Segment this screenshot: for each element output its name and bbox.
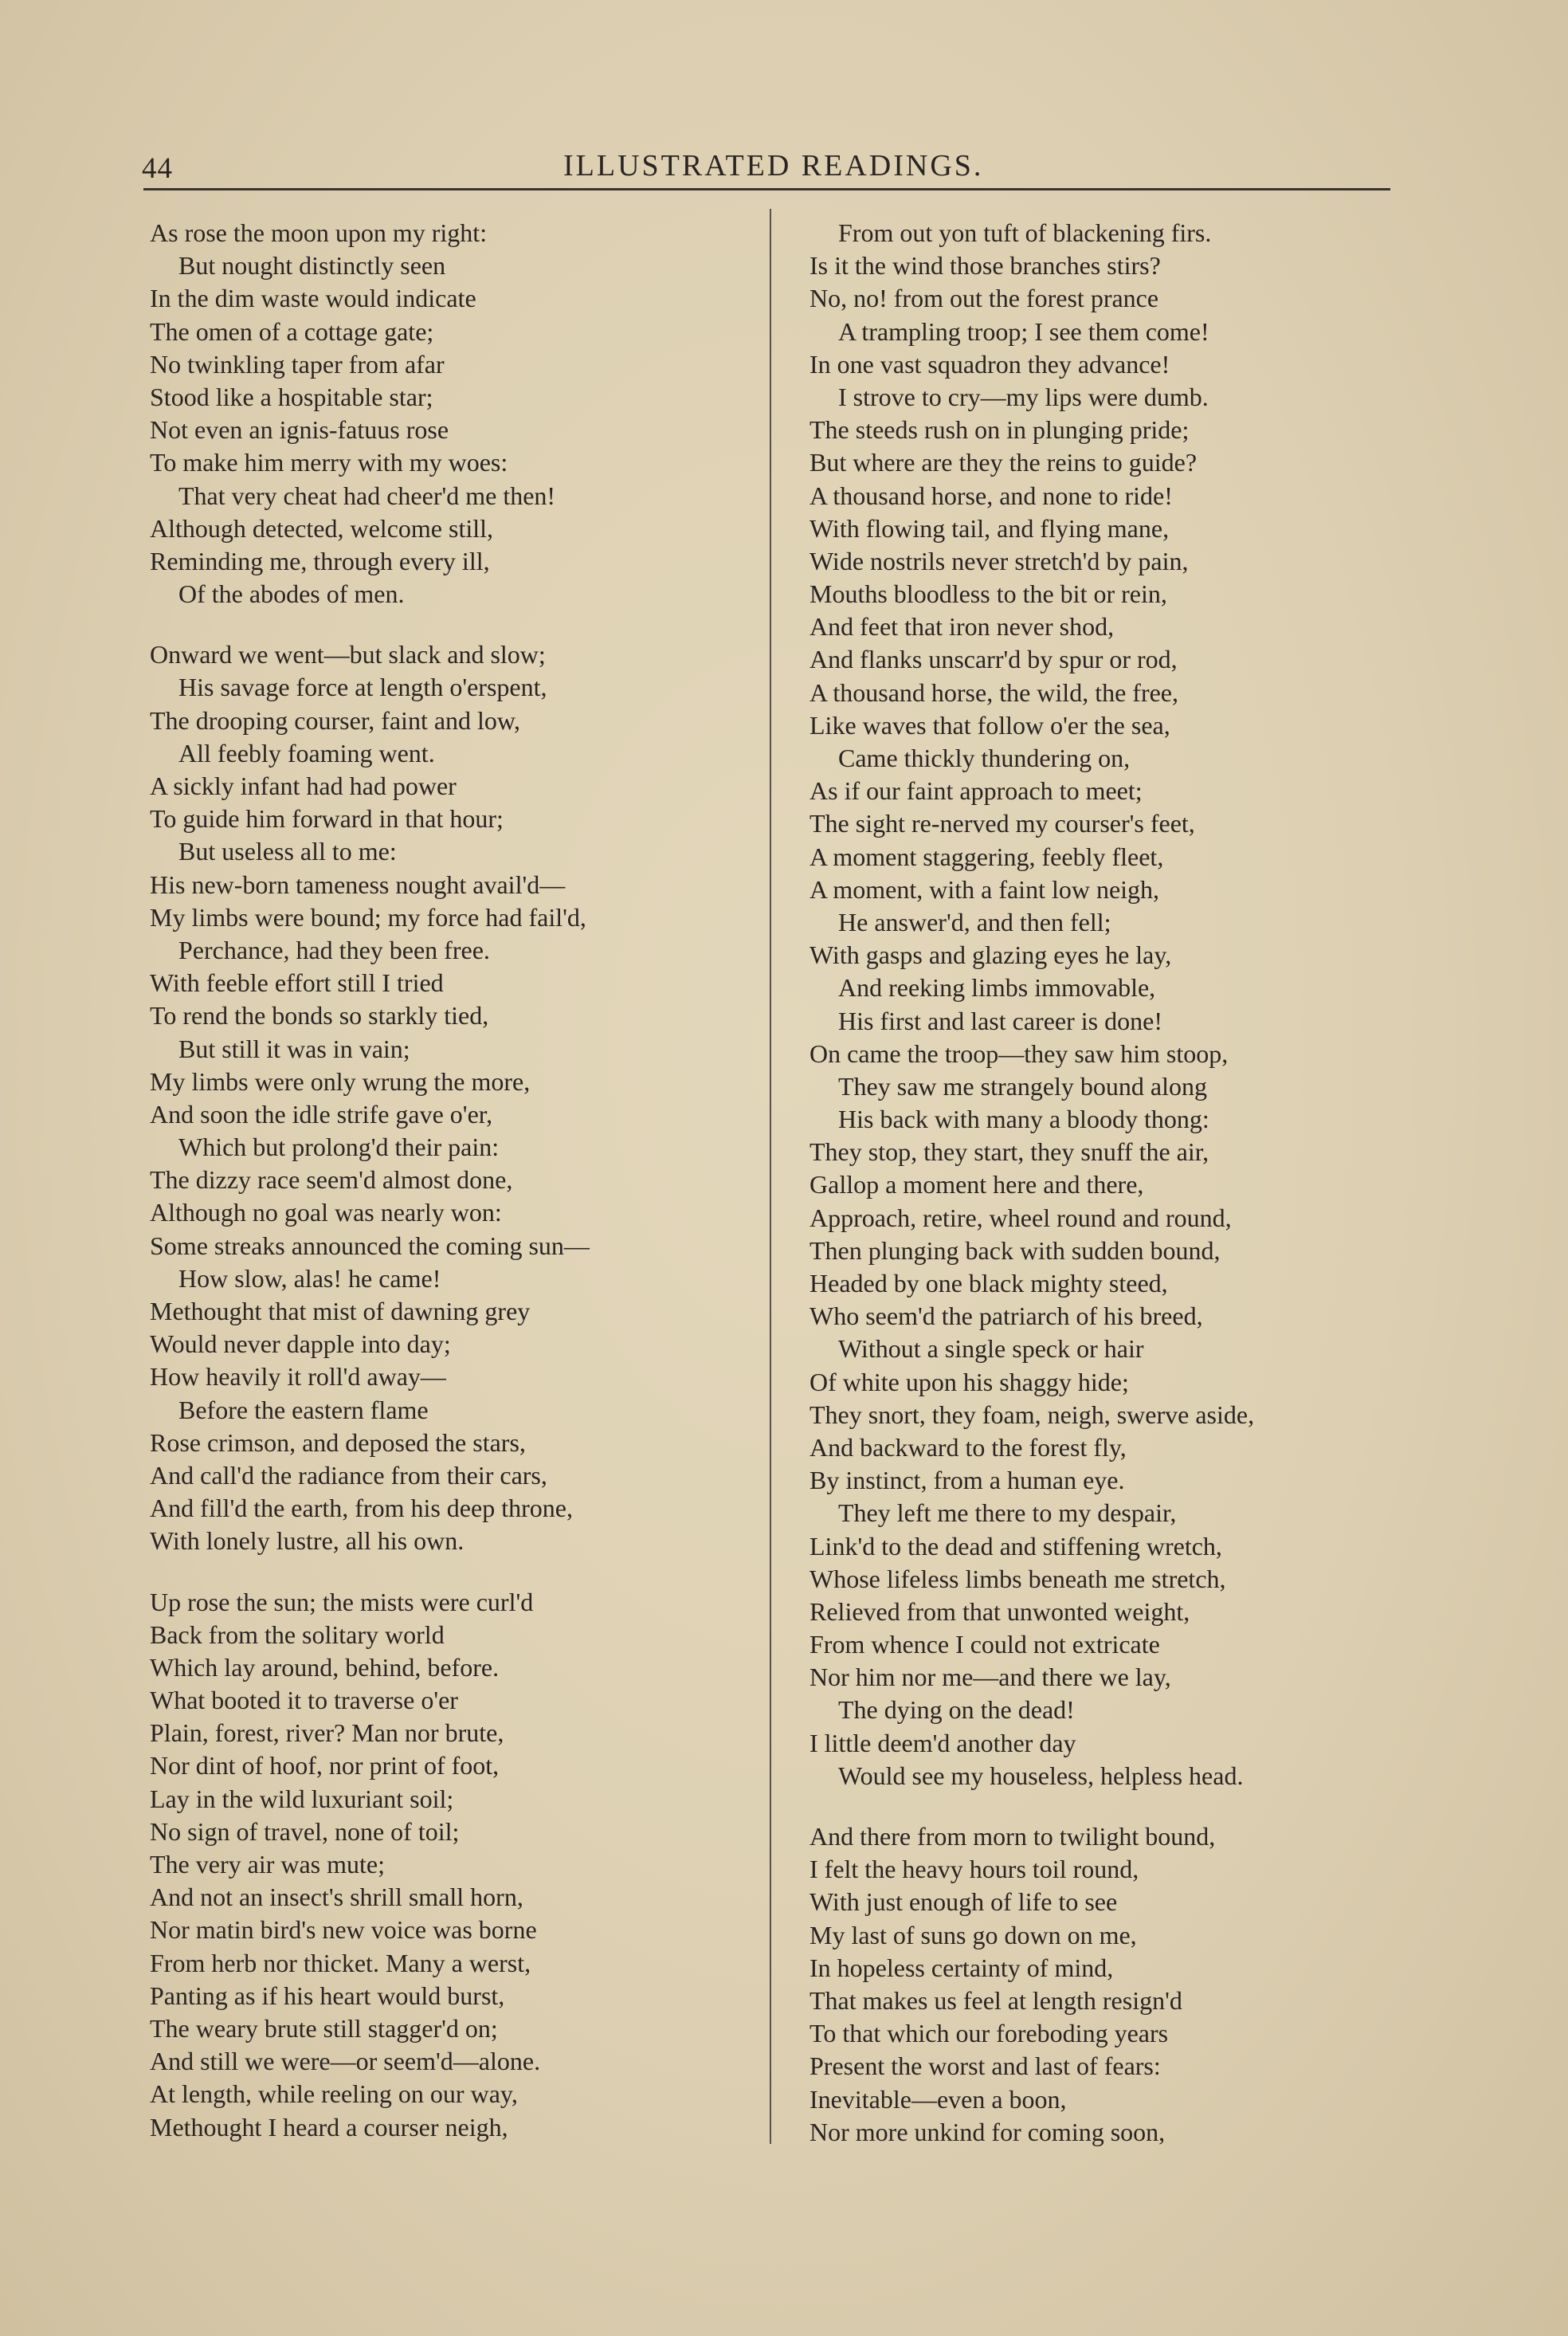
verse-line: Present the worst and last of fears: <box>809 2051 1161 2081</box>
verse-line: And there from morn to twilight bound, <box>809 1822 1216 1851</box>
verse-line: They snort, they foam, neigh, swerve aside, <box>809 1400 1255 1429</box>
verse-line: To that which our foreboding years <box>809 2019 1169 2048</box>
verse-line: My last of suns go down on me, <box>809 1920 1137 1949</box>
verse-line: Up rose the sun; the mists were curl'd <box>150 1587 534 1616</box>
verse-line: Nor dint of hoof, nor print of foot, <box>150 1751 500 1780</box>
verse-line: That makes us feel at length resign'd <box>809 1985 1182 2015</box>
verse-line: In the dim waste would indicate <box>150 284 476 313</box>
verse-line: Rose crimson, and deposed the stars, <box>150 1427 526 1457</box>
verse-line: And not an insect's shrill small horn, <box>150 1883 523 1912</box>
verse-line: Panting as if his heart would burst, <box>150 1981 505 2010</box>
verse-line: And flanks unscarr'd by spur or rod, <box>809 645 1178 674</box>
verse-line: Would never dapple into day; <box>150 1329 451 1359</box>
verse-line: Onward we went—but slack and slow; <box>150 640 546 669</box>
verse-line: From herb nor thicket. Many a werst, <box>150 1948 531 1977</box>
verse-line: On came the troop—they saw him stoop, <box>809 1038 1229 1068</box>
verse-line: Although no goal was nearly won: <box>150 1198 502 1227</box>
verse-line: And backward to the forest fly, <box>809 1432 1127 1462</box>
verse-line: Then plunging back with sudden bound, <box>809 1235 1221 1265</box>
verse-line: To make him merry with my woes: <box>150 448 508 477</box>
verse-line: The steeds rush on in plunging pride; <box>809 415 1190 445</box>
verse-line: I felt the heavy hours toil round, <box>809 1855 1139 1884</box>
left-column <box>150 217 590 2144</box>
verse-line: In one vast squadron they advance! <box>809 349 1170 379</box>
verse-line: His new-born tameness nought avail'd— <box>150 870 566 899</box>
verse-line: Of the abodes of men. <box>178 579 405 609</box>
running-title: ILLUSTRATED READINGS. <box>563 149 984 183</box>
verse-line: The dying on the dead! <box>838 1695 1075 1725</box>
verse-line: And fill'd the earth, from his deep throne, <box>150 1494 573 1523</box>
verse-line: A thousand horse, the wild, the free, <box>809 677 1178 707</box>
verse-line: And reeking limbs immovable, <box>838 973 1156 1003</box>
verse-line: No twinkling taper from afar <box>150 349 445 379</box>
stanza <box>809 217 1254 1792</box>
verse-line: A sickly infant had had power <box>150 771 457 800</box>
verse-line: With flowing tail, and flying mane, <box>809 513 1170 543</box>
verse-line: Gallop a moment here and there, <box>809 1170 1144 1199</box>
verse-line: Nor matin bird's new voice was borne <box>150 1915 537 1945</box>
verse-line: And call'd the radiance from their cars, <box>150 1460 547 1490</box>
verse-line: My limbs were bound; my force had fail'd, <box>150 902 586 932</box>
verse-line: Who seem'd the patriarch of his breed, <box>809 1301 1203 1331</box>
verse-line: As rose the moon upon my right: <box>150 218 488 247</box>
verse-line: His back with many a bloody thong: <box>838 1105 1209 1134</box>
verse-line: That very cheat had cheer'd me then! <box>178 481 556 510</box>
verse-line: Which but prolong'd their pain: <box>178 1133 500 1162</box>
verse-line: Of white upon his shaggy hide; <box>809 1367 1129 1396</box>
verse-line: They saw me strangely bound along <box>838 1071 1207 1101</box>
verse-line: Like waves that follow o'er the sea, <box>809 710 1170 740</box>
stanza <box>150 1586 590 2144</box>
verse-line: And feet that iron never shod, <box>809 612 1115 642</box>
verse-line: Wide nostrils never stretch'd by pain, <box>809 546 1189 575</box>
page-number: 44 <box>142 152 173 185</box>
verse-line: Inevitable—even a boon, <box>809 2084 1067 2114</box>
verse-line: They left me there to my despair, <box>838 1498 1177 1528</box>
verse-line: What booted it to traverse o'er <box>150 1686 458 1715</box>
verse-line: Reminding me, through every ill, <box>150 546 490 575</box>
verse-line: His first and last career is done! <box>838 1006 1162 1035</box>
verse-line: But nought distinctly seen <box>178 251 446 281</box>
verse-line: And still we were—or seem'd—alone. <box>150 2047 541 2076</box>
verse-line: Although detected, welcome still, <box>150 513 493 543</box>
verse-line: Plain, forest, river? Man nor brute, <box>150 1718 504 1748</box>
verse-line: No, no! from out the forest prance <box>809 284 1159 313</box>
verse-line: Relieved from that unwonted weight, <box>809 1596 1190 1626</box>
verse-line: Perchance, had they been free. <box>178 935 490 964</box>
verse-line: A trampling troop; I see them come! <box>838 316 1209 346</box>
verse-line: How heavily it roll'd away— <box>150 1362 446 1392</box>
stanza <box>150 217 590 611</box>
verse-line: Would see my houseless, helpless head. <box>838 1761 1244 1790</box>
verse-line: By instinct, from a human eye. <box>809 1466 1125 1495</box>
column-divider <box>770 209 771 2144</box>
verse-line: Not even an ignis-fatuus rose <box>150 415 449 445</box>
verse-line: Some streaks announced the coming sun— <box>150 1231 590 1260</box>
verse-line: Methought that mist of dawning grey <box>150 1297 531 1325</box>
verse-line: The drooping courser, faint and low, <box>150 705 520 735</box>
verse-line: A moment, with a faint low neigh, <box>809 874 1160 904</box>
verse-line: Link'd to the dead and stiffening wretch, <box>809 1531 1222 1561</box>
verse-line: The weary brute still stagger'd on; <box>150 2013 498 2043</box>
verse-line: But where are they the reins to guide? <box>809 448 1198 477</box>
verse-line: Which lay around, behind, before. <box>150 1652 500 1682</box>
verse-line: My limbs were only wrung the more, <box>150 1066 531 1096</box>
verse-line: With lonely lustre, all his own. <box>150 1526 465 1556</box>
verse-line: Stood like a hospitable star; <box>150 382 433 411</box>
verse-line: All feebly foaming went. <box>178 738 435 768</box>
verse-line: I strove to cry—my lips were dumb. <box>838 382 1209 411</box>
right-column <box>809 217 1254 2149</box>
verse-line: But useless all to me: <box>178 837 397 866</box>
verse-line: They stop, they start, they snuff the air, <box>809 1137 1209 1167</box>
verse-line: Approach, retire, wheel round and round, <box>809 1203 1232 1232</box>
stanza <box>809 1820 1254 2149</box>
verse-line: From whence I could not extricate <box>809 1630 1160 1659</box>
verse-line: With feeble effort still I tried <box>150 968 444 998</box>
verse-line: And soon the idle strife gave o'er, <box>150 1099 493 1129</box>
verse-line: The omen of a cottage gate; <box>150 316 434 346</box>
verse-line: Before the eastern flame <box>178 1395 429 1424</box>
verse-line: With gasps and glazing eyes he lay, <box>809 940 1172 970</box>
verse-line: He answer'd, and then fell; <box>838 907 1111 936</box>
verse-line: His savage force at length o'erspent, <box>178 673 547 702</box>
verse-line: To rend the bonds so starkly tied, <box>150 1001 489 1031</box>
verse-line: A moment staggering, feebly fleet, <box>809 842 1164 871</box>
verse-line: Came thickly thundering on, <box>838 744 1131 772</box>
verse-line: But still it was in vain; <box>178 1034 410 1063</box>
verse-line: Nor more unkind for coming soon, <box>809 2117 1166 2146</box>
verse-line: I little deem'd another day <box>809 1728 1076 1757</box>
verse-line: Is it the wind those branches stirs? <box>809 251 1161 281</box>
verse-line: Methought I heard a courser neigh, <box>150 2112 508 2142</box>
verse-line: Mouths bloodless to the bit or rein, <box>809 579 1167 609</box>
verse-line: As if our faint approach to meet; <box>809 776 1143 806</box>
verse-line: The sight re-nerved my courser's feet, <box>809 809 1195 838</box>
verse-line: A thousand horse, and none to ride! <box>809 481 1173 510</box>
stanza <box>150 638 590 1557</box>
verse-line: To guide him forward in that hour; <box>150 804 504 834</box>
verse-line: No sign of travel, none of toil; <box>150 1816 460 1846</box>
verse-line: The very air was mute; <box>150 1850 385 1879</box>
verse-line: Without a single speck or hair <box>838 1334 1144 1364</box>
verse-line: Headed by one black mighty steed, <box>809 1269 1168 1298</box>
verse-line: Whose lifeless limbs beneath me stretch, <box>809 1564 1226 1593</box>
verse-line: Nor him nor me—and there we lay, <box>809 1663 1171 1692</box>
verse-line: At length, while reeling on our way, <box>150 2079 518 2109</box>
verse-line: From out yon tuft of blackening firs. <box>838 218 1212 247</box>
header-rule <box>143 188 1390 190</box>
verse-line: Back from the solitary world <box>150 1619 445 1649</box>
verse-line: With just enough of life to see <box>809 1887 1118 1917</box>
verse-line: In hopeless certainty of mind, <box>809 1953 1114 1982</box>
verse-line: How slow, alas! he came! <box>178 1263 441 1293</box>
verse-line: Lay in the wild luxuriant soil; <box>150 1784 454 1813</box>
verse-line: The dizzy race seem'd almost done, <box>150 1165 513 1195</box>
